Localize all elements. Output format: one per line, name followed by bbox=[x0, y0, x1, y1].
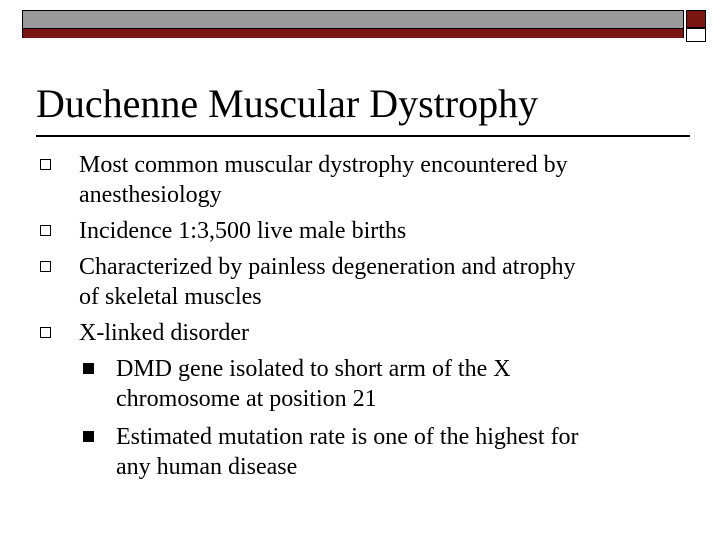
corner-decoration bbox=[686, 10, 708, 42]
hollow-square-icon bbox=[40, 159, 51, 170]
bullet-text-line: Most common muscular dystrophy encountered by bbox=[79, 152, 568, 178]
subbullet-text-line: chromosome at position 21 bbox=[116, 386, 377, 412]
corner-red-square bbox=[686, 10, 706, 28]
title-underline bbox=[36, 135, 690, 137]
hollow-square-icon bbox=[40, 261, 51, 272]
bullet-text-line: of skeletal muscles bbox=[79, 284, 262, 310]
bullet-text-line: Incidence 1:3,500 live male births bbox=[79, 218, 407, 244]
filled-square-icon bbox=[83, 431, 94, 442]
subbullet-text-line: Estimated mutation rate is one of the highest for bbox=[116, 424, 579, 450]
corner-white-square bbox=[686, 28, 706, 42]
subbullet-text-line: DMD gene isolated to short arm of the X bbox=[116, 356, 511, 382]
bullet-text-line: X-linked disorder bbox=[79, 320, 249, 346]
bullet-text-line: anesthesiology bbox=[79, 182, 222, 208]
subbullet-text-line: any human disease bbox=[116, 454, 298, 480]
header-decoration-bar bbox=[22, 10, 684, 38]
header-grey-strip bbox=[23, 11, 683, 29]
header-red-strip bbox=[23, 29, 683, 38]
filled-square-icon bbox=[83, 363, 94, 374]
hollow-square-icon bbox=[40, 327, 51, 338]
bullet-text-line: Characterized by painless degeneration and atrophy bbox=[79, 254, 576, 280]
slide-title: Duchenne Muscular Dystrophy bbox=[36, 81, 539, 126]
hollow-square-icon bbox=[40, 225, 51, 236]
